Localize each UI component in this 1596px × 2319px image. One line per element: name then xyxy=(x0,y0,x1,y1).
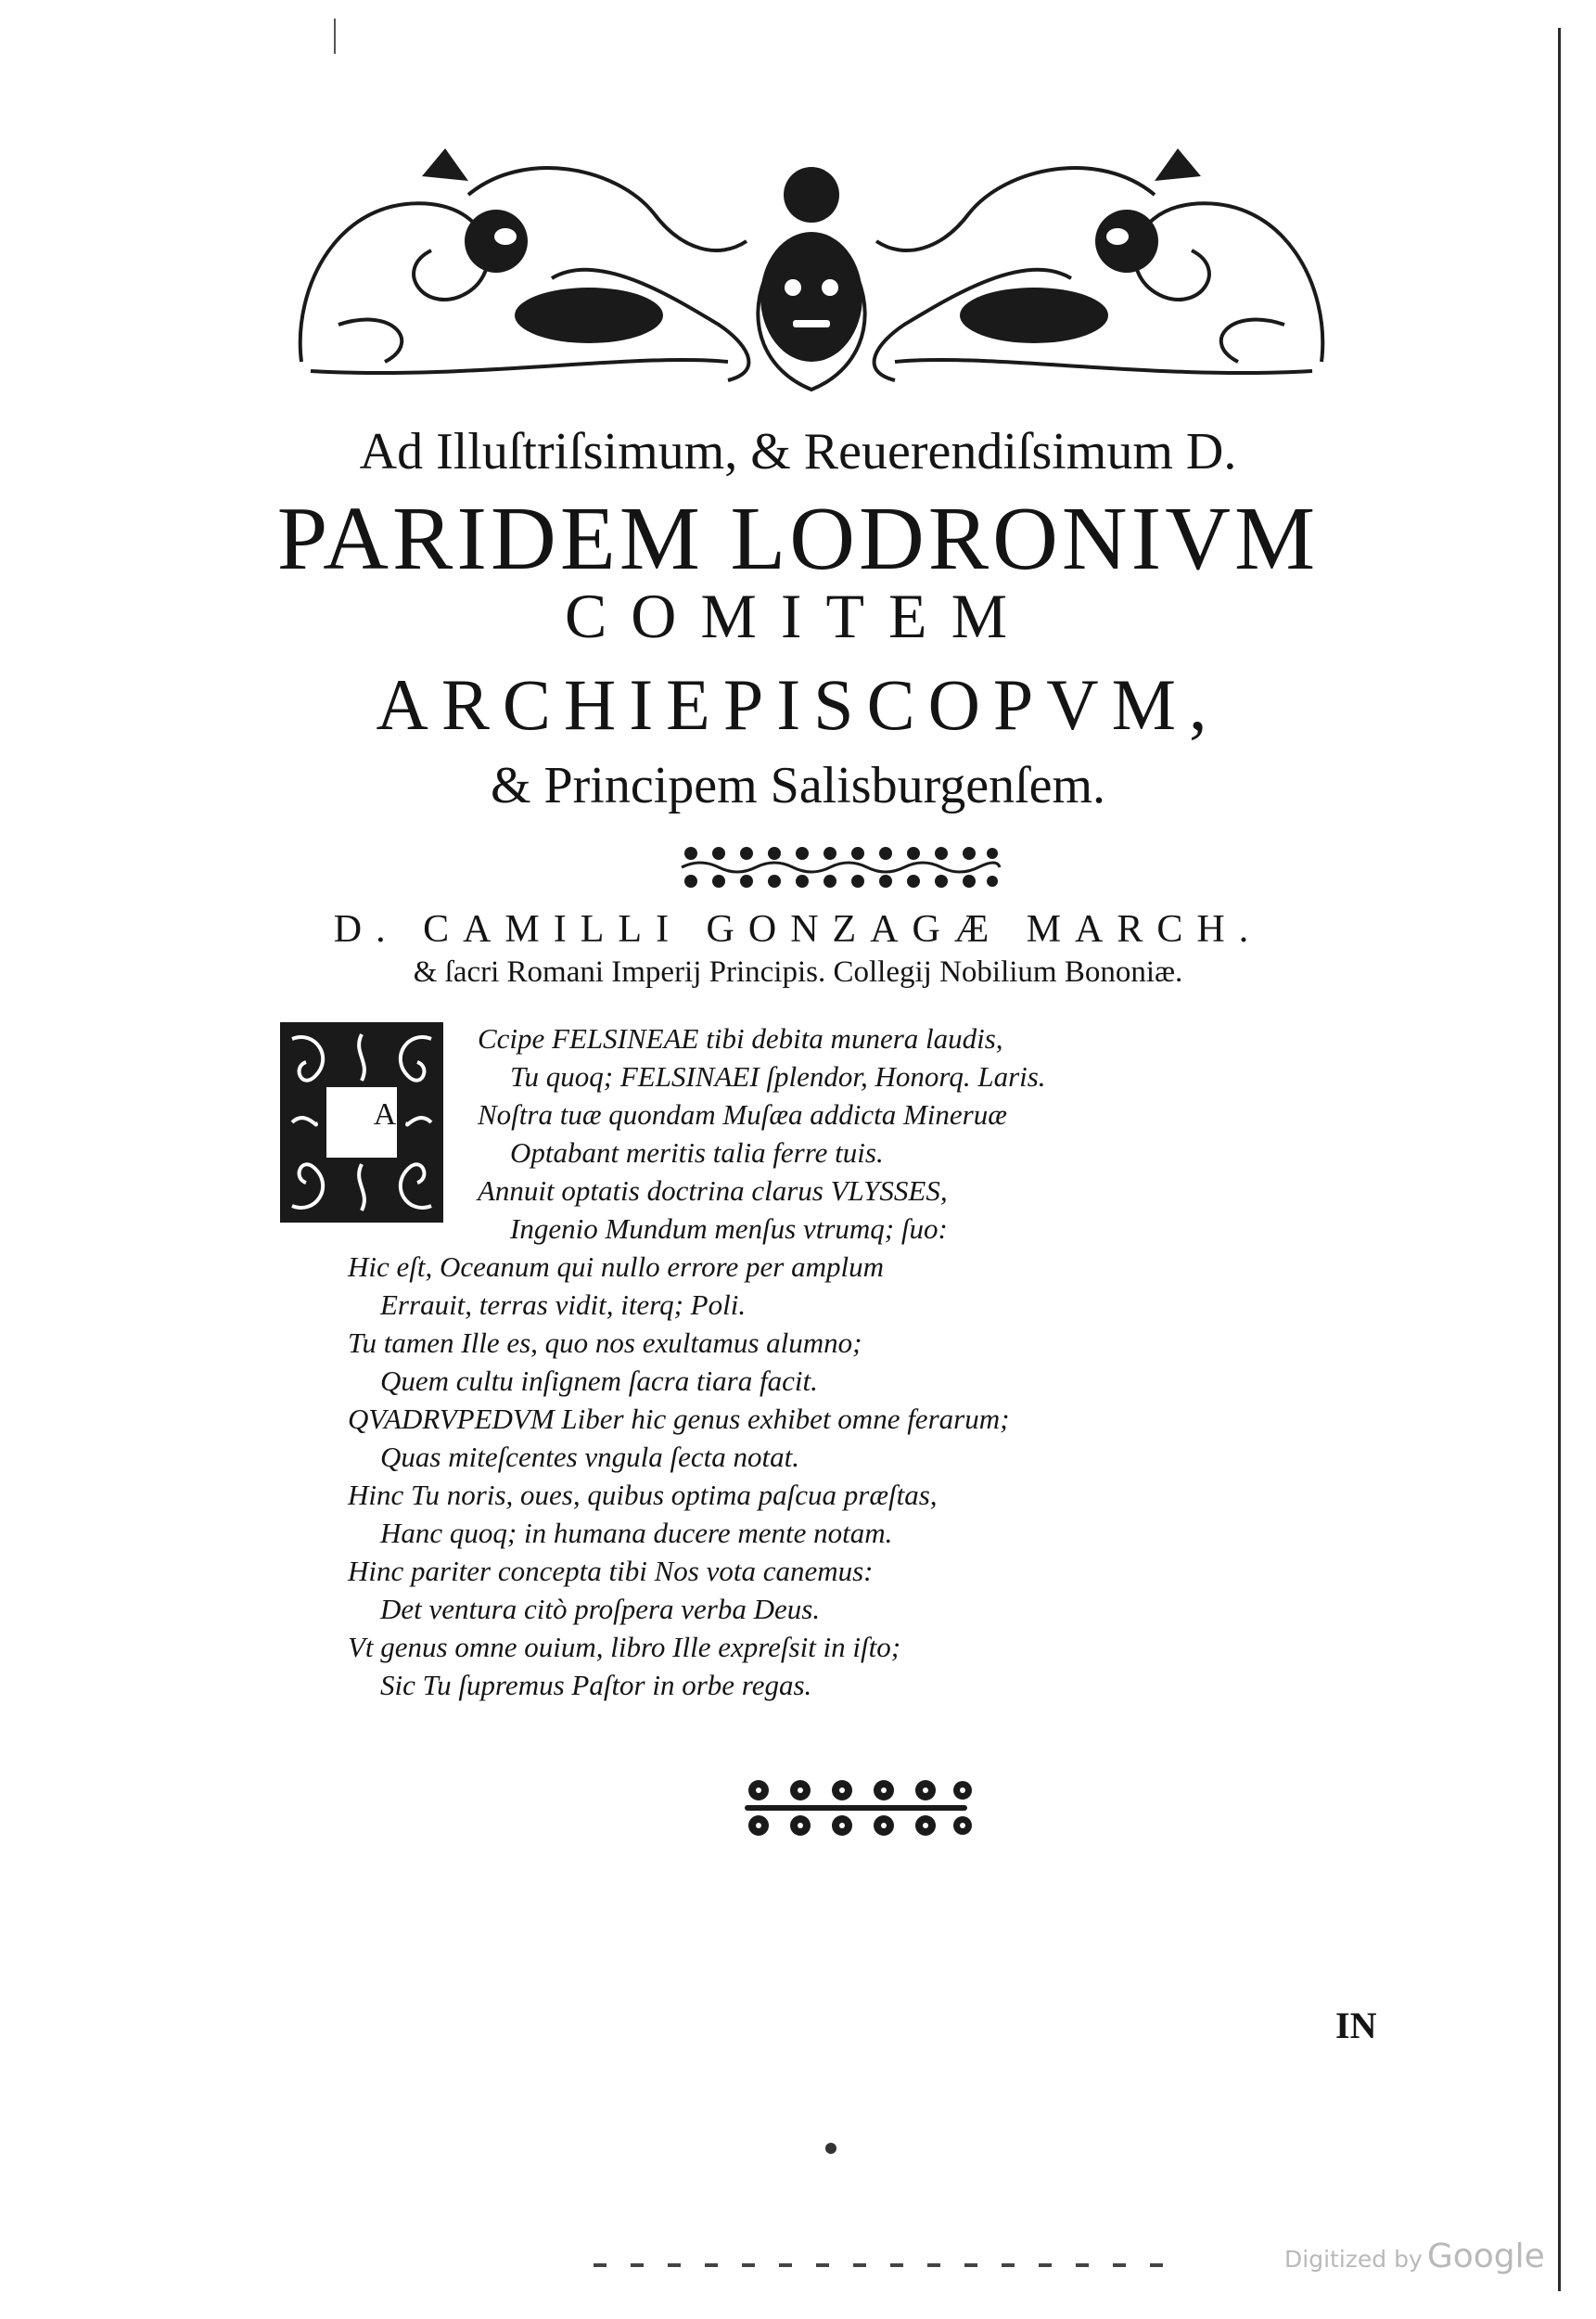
bottom-dash-marks xyxy=(594,2263,1168,2267)
digitized-by-google-watermark xyxy=(1284,2237,1545,2275)
verse-line: Hinc pariter concepta tibi Nos vota canemus: xyxy=(348,1555,874,1587)
corner-mark xyxy=(334,19,336,54)
catchword: IN xyxy=(1335,2005,1377,2046)
verse-line: Ccipe FELSINEAE tibi debita munera laudis, xyxy=(478,1022,1003,1055)
verse-line: Quem cultu inſignem ſacra tiara facit. xyxy=(380,1364,818,1397)
fleuron-cluster xyxy=(735,1772,977,1846)
verse-line: Hinc Tu noris, oues, quibus optima paſcua præſtas, xyxy=(348,1479,938,1511)
verse-line: Hanc quoq; in humana ducere mente notam. xyxy=(380,1517,893,1549)
verse-line: QVADRVPEDVM Liber hic genus exhibet omne ferarum; xyxy=(348,1403,1010,1435)
verse-line: Hic eſt, Oceanum qui nullo errore per amplum xyxy=(348,1250,884,1283)
verse-line: Errauit, terras vidit, iterq; Poli. xyxy=(380,1288,747,1321)
dedicatee-principality: & Principem Salisburgenſem. xyxy=(490,757,1106,814)
watermark-prefix: Digitized by xyxy=(1284,2246,1423,2273)
verse-line: Sic Tu ſupremus Paſtor in orbe regas. xyxy=(380,1669,812,1701)
page-edge-line xyxy=(1558,28,1561,2291)
dedicatee-name: PARIDEM LODRONIVM xyxy=(276,489,1320,589)
fleuron-band xyxy=(677,839,1002,895)
verse-line: Det ventura citò proſpera verba Deus. xyxy=(380,1593,821,1625)
verse-line: Noſtra tuæ quondam Muſæa addicta Mineruæ xyxy=(478,1098,1007,1131)
author-titles: & ſacri Romani Imperij Principis. Collegij Nobilium Bononiæ. xyxy=(413,955,1183,989)
verse-line: Optabant meritis talia ferre tuis. xyxy=(510,1136,884,1169)
dedication-line: Ad Illuſtriſsimum, & Reuerendiſsimum D. xyxy=(359,423,1237,480)
author-name: D. CAMILLI GONZAGÆ MARCH. xyxy=(333,908,1263,951)
verse-line: Quas miteſcentes vngula ſecta notat. xyxy=(380,1441,799,1473)
verse-line: Vt genus omne ouium, libro Ille expreſsit in iſto; xyxy=(348,1631,901,1663)
woodcut-headpiece xyxy=(283,139,1340,408)
verse-line: Ingenio Mundum menſus vtrumq; ſuo: xyxy=(510,1212,948,1245)
ink-dot xyxy=(825,2143,836,2154)
verse-line: Tu quoq; FELSINAEI ſplendor, Honorq. Laris. xyxy=(510,1060,1046,1093)
dedicatee-rank: COMITEM xyxy=(564,581,1032,651)
verse-line: Annuit optatis doctrina clarus VLYSSES, xyxy=(478,1174,948,1207)
drop-cap-letter: A xyxy=(373,1097,397,1132)
watermark-brand: Google xyxy=(1426,2237,1545,2275)
verse-line: Tu tamen Ille es, quo nos exultamus alumno; xyxy=(348,1326,862,1359)
dedicatee-office: ARCHIEPISCOPVM, xyxy=(376,664,1220,745)
